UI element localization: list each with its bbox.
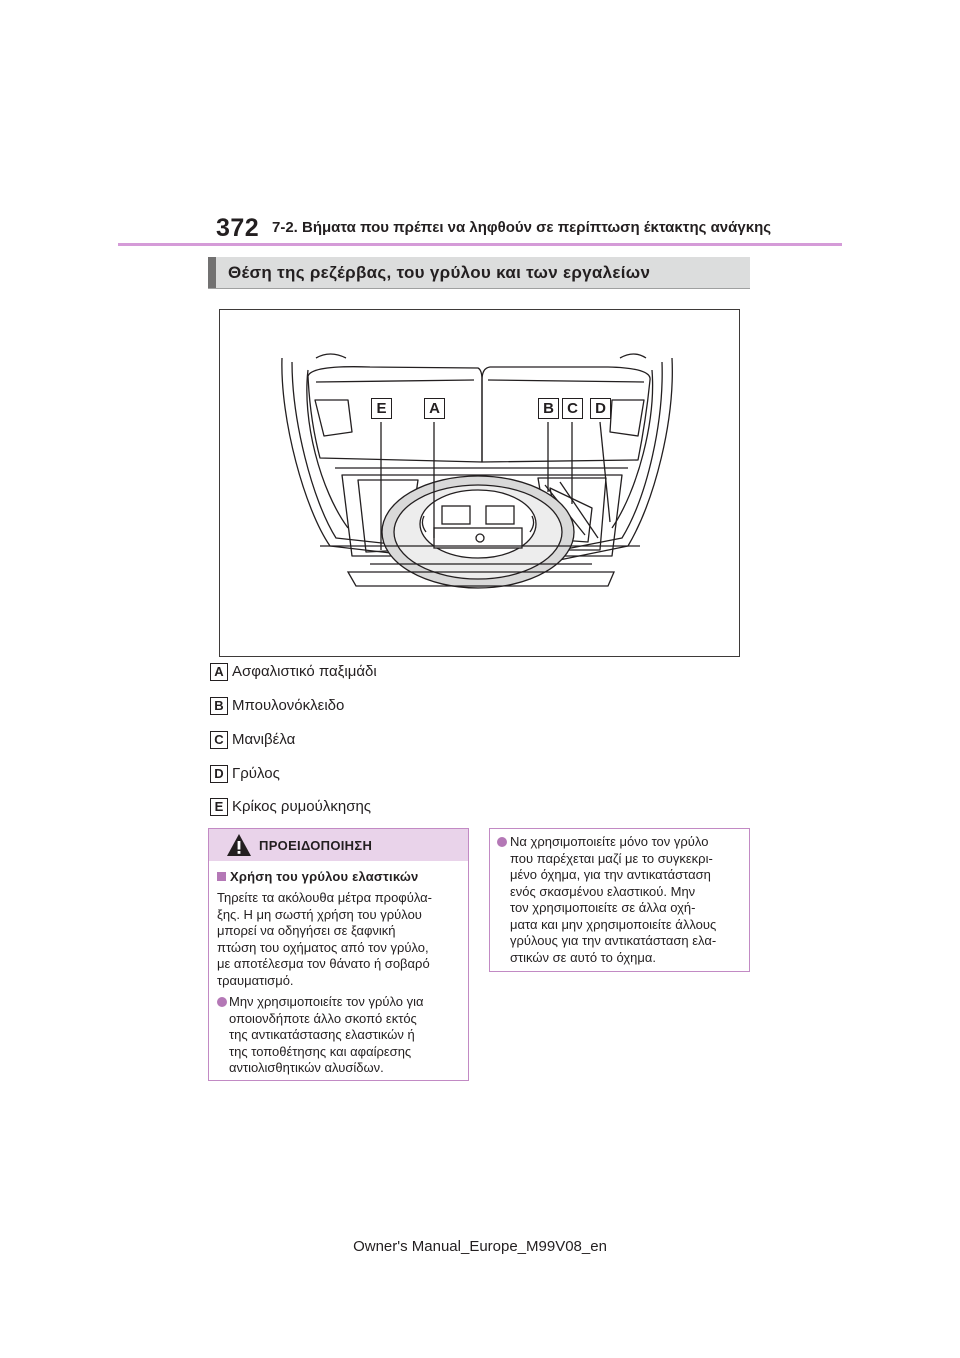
trunk-illustration — [219, 309, 740, 657]
trunk-drawing — [220, 310, 741, 658]
text-line: μένο όχημα, για την αντικατάσταση — [510, 867, 711, 882]
section-title: 7-2. Βήματα που πρέπει να ληφθούν σε περίπτωση έκτακτης ανάγκης — [272, 219, 772, 236]
text-line: οποιονδήποτε άλλο σκοπό εκτός — [229, 1010, 417, 1026]
callout-e: E — [371, 398, 392, 419]
header-rule — [118, 243, 842, 246]
text-line: ενός σκασμένου ελαστικού. Μην — [510, 883, 696, 899]
text-line: Να χρησιμοποιείτε μόνο τον γρύλο — [510, 834, 709, 849]
seat-top-left — [316, 380, 474, 382]
section-heading-bar — [208, 257, 750, 288]
footer: Owner's Manual_Europe_M99V08_en — [353, 1238, 607, 1255]
callout-c: C — [562, 398, 583, 419]
warning-bullet — [217, 994, 462, 1077]
text-line: μπορεί να οδηγήσει σε ξαφνική — [217, 923, 396, 938]
warning-subhead — [217, 869, 418, 884]
left-pocket — [315, 400, 352, 436]
text-line: με αποτέλεσμα τον θάνατο ή σοβαρό — [217, 956, 430, 971]
text-line: ματα και μην χρησιμοποιείτε άλλους — [510, 916, 717, 932]
text-line: τον χρησιμοποιείτε σε άλλα οχή- — [510, 900, 696, 915]
legend-key: D — [210, 765, 228, 783]
text-line: στικών σε αυτό το όχημα. — [510, 949, 657, 965]
warning-box — [208, 828, 469, 1081]
legend-key: E — [210, 798, 228, 816]
heading-underline — [208, 288, 750, 289]
legend-label: Μπουλονόκλειδο — [232, 697, 345, 714]
legend-key: C — [210, 731, 228, 749]
legend-key: B — [210, 697, 228, 715]
left-fender — [307, 370, 348, 528]
legend-label: Γρύλος — [232, 765, 280, 782]
callout-d: D — [590, 398, 611, 419]
note-bullet — [497, 834, 745, 966]
spare-tire — [382, 476, 574, 588]
warning-title: ΠΡΟΕΙΔΟΠΟΙΗΣΗ — [259, 838, 373, 853]
legend-label: Κρίκος ρυμούλκησης — [232, 798, 372, 815]
section-heading: Θέση της ρεζέρβας, του γρύλου και των εργαλείων — [228, 263, 651, 282]
page-number: 372 — [216, 214, 260, 242]
text-line: ξης. Η μη σωστή χρήση του γρύλου — [217, 906, 422, 922]
heading-accent — [208, 257, 216, 288]
headrest-left — [316, 354, 346, 358]
text-line: της τοποθέτησης και αφαίρεσης — [229, 1043, 412, 1059]
seat-top-right — [488, 380, 644, 382]
callout-b: B — [538, 398, 559, 419]
text-line: αντιολισθητικών αλυσίδων. — [229, 1060, 384, 1075]
text-line: τραυματισμό. — [217, 972, 294, 988]
text-line: Τηρείτε τα ακόλουθα μέτρα προφύλα- — [217, 890, 432, 905]
note-box — [489, 828, 750, 972]
text-line: Μην χρησιμοποιείτε τον γρύλο για — [229, 994, 424, 1009]
text-line: της αντικατάστασης ελαστικών ή — [229, 1027, 415, 1042]
warning-triangle-icon — [226, 833, 252, 857]
text-line: πτώση του οχήματος από τον γρύλο, — [217, 939, 429, 955]
warning-header — [209, 829, 468, 861]
legend-label: Ασφαλιστικό παξιμάδι — [232, 663, 377, 680]
headrest-right — [620, 354, 646, 358]
round-bullet-icon — [497, 837, 507, 847]
text-line: γρύλους για την αντικατάσταση ελα- — [510, 933, 717, 948]
legend-label: Μανιβέλα — [232, 731, 296, 748]
warning-subhead-text: Χρήση του γρύλου ελαστικών — [230, 869, 419, 884]
callout-a: A — [424, 398, 445, 419]
warning-paragraph — [217, 890, 462, 989]
round-bullet-icon — [217, 997, 227, 1007]
text-line: που παρέχεται μαζί με το συγκεκρι- — [510, 850, 713, 866]
right-pocket — [610, 400, 644, 436]
legend-key: A — [210, 663, 228, 681]
square-bullet-icon — [217, 872, 226, 881]
